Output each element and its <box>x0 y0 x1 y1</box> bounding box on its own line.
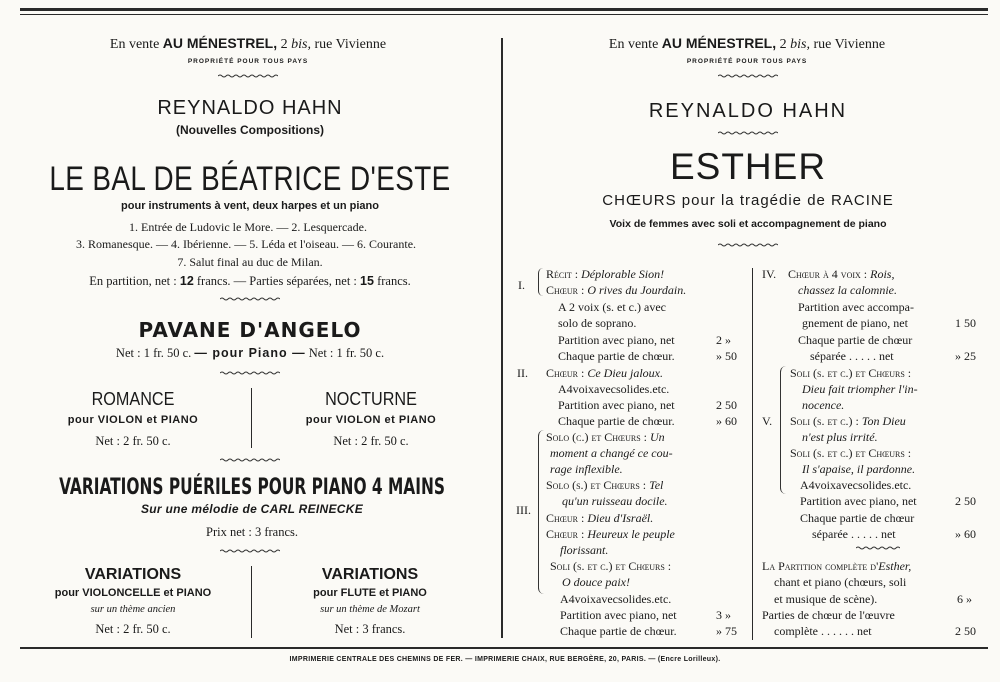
romance-sub: pour VIOLON et PIANO <box>67 414 199 426</box>
top-rule-thick <box>20 8 988 11</box>
left-composer: REYNALDO HAHN <box>157 97 343 119</box>
part5-value: 2 50 <box>955 494 976 508</box>
lp1-esther: Esther, <box>878 559 912 573</box>
lp3: et musique de scène). <box>774 592 878 606</box>
bal-prices <box>89 274 410 289</box>
left-ornament-3 <box>220 371 280 375</box>
col2-soli1: Soli (s. et c.) et Chœurs : <box>790 366 912 380</box>
florissant: florissant. <box>560 543 609 557</box>
var2-sub: pour FLUTE et PIANO <box>313 587 427 599</box>
pavane-piano: — pour Piano — <box>194 346 306 360</box>
pavane-price-a: 1 fr. 50 c. <box>143 346 192 360</box>
left-ornament-2 <box>220 297 280 301</box>
choeur3-text: Dieu d'Israël. <box>587 511 654 525</box>
col2-choeur-label: Chœur à 4 voix : <box>788 267 868 281</box>
choeur4-text: Heureux le peuple <box>587 527 675 541</box>
column-divider <box>501 38 503 638</box>
chaque1: Chaque partie de chœur. <box>558 349 675 363</box>
col2-a4voix: A4voixavecsolides.etc. <box>800 478 912 492</box>
bal-line-1: 1. Entrée de Ludovic le More. — 2. Lesquercade. <box>129 220 367 234</box>
gnement: gnement de piano, net <box>802 316 908 330</box>
var2-price: 3 francs. <box>362 622 406 636</box>
solo-soprano: solo de soprano. <box>558 316 637 330</box>
part-acc: Partition avec accompa- <box>798 300 914 314</box>
left-vente-line <box>110 35 386 53</box>
variations-title-wrap <box>59 475 445 500</box>
r-vente-pre: En vente <box>608 37 659 52</box>
a2voix: A 2 voix (s. et c.) avec <box>558 300 666 314</box>
var1-price-line <box>95 622 170 637</box>
solo-s-label: Solo (s.) et Chœurs : <box>546 478 647 492</box>
vente-street: rue Vivienne <box>314 37 387 52</box>
romance-price: 2 fr. 50 c. <box>123 434 171 448</box>
right-ornament-2 <box>718 131 778 135</box>
col2-separee-value: » 25 <box>955 349 976 363</box>
solo-s-text: Tel <box>649 478 664 492</box>
choeur2-label: Chœur : <box>546 366 585 380</box>
chaque2-value: » 60 <box>716 414 737 428</box>
bal-title-wrap <box>49 160 450 199</box>
col2-separee: séparée . . . . . net <box>810 349 894 363</box>
var2-price-line <box>335 622 406 637</box>
bal-price-value-b: 15 <box>360 274 374 288</box>
gnement-value: 1 50 <box>955 316 976 330</box>
col2-choeur-line <box>788 267 894 283</box>
romance-price-line <box>95 434 170 449</box>
num-I: I. <box>518 278 525 292</box>
chaque1-value: » 50 <box>716 349 737 363</box>
part3: Partition avec piano, net <box>560 608 677 622</box>
col2-soli2-line <box>790 414 906 430</box>
pavane-prices <box>116 346 384 361</box>
part2: Partition avec piano, net <box>558 398 675 412</box>
choeur2-text: Ce Dieu jaloux. <box>587 366 663 380</box>
var1-title: VARIATIONS <box>84 566 182 583</box>
col2-chaque: Chaque partie de chœur <box>798 333 913 347</box>
choeur1-line <box>546 283 686 299</box>
choeur2-line <box>546 366 663 382</box>
sapaise: Il s'apaise, il pardonne. <box>802 462 916 476</box>
choeur4-label: Chœur : <box>546 527 585 541</box>
var1-sub: pour VIOLONCELLE et PIANO <box>54 587 212 599</box>
col2-ornament <box>856 546 900 550</box>
choeur1-text: O rives du Jourdain. <box>587 283 687 297</box>
right-composer: REYNALDO HAHN <box>648 100 848 122</box>
bal-line-3: 7. Salut final au duc de Milan. <box>177 255 323 269</box>
bal-line-2: 3. Romanesque. — 4. Ibérienne. — 5. Léda et l'oiseau. — 6. Courante. <box>75 237 417 251</box>
rage: rage inflexible. <box>550 462 623 476</box>
left-ornament-1 <box>218 74 278 78</box>
esther-col-divider <box>752 268 753 640</box>
part1: Partition avec piano, net <box>558 333 675 347</box>
vente-pre: En vente <box>109 37 160 52</box>
separee5: séparée . . . . . net <box>812 527 896 541</box>
col2-soli2-text: Ton Dieu <box>861 414 906 428</box>
num-II: II. <box>517 366 528 380</box>
choeur4-line <box>546 527 675 543</box>
bal-instruments: pour instruments à vent, deux harpes et un piano <box>121 200 379 212</box>
var2-net: Net : <box>334 622 360 636</box>
recit-line <box>546 267 664 283</box>
choeur3-label: Chœur : <box>546 511 585 525</box>
num-IV: IV. <box>762 267 777 281</box>
num-V: V. <box>762 414 773 428</box>
brace-III <box>538 430 544 594</box>
r-vente-street: rue Vivienne <box>813 37 886 52</box>
pavane-net-a: Net : <box>115 346 141 360</box>
top-rule-thin <box>20 14 988 15</box>
solo-s-line <box>546 478 663 494</box>
moment: moment a changé ce cou- <box>550 446 673 460</box>
chassez: chassez la calomnie. <box>798 283 897 297</box>
bal-price-label-b: francs. — Parties séparées, net : <box>196 274 357 288</box>
soli3-line: Soli (s. et c.) et Chœurs : <box>550 559 672 573</box>
pavane-net-b: Net : <box>308 346 334 360</box>
nocturne-price: 2 fr. 50 c. <box>361 434 409 448</box>
romance-divider <box>251 388 252 448</box>
col2-soli2-label: Soli (s. et c.) : <box>790 414 859 428</box>
pavane-price-b: 1 fr. 50 c. <box>336 346 385 360</box>
brace-V <box>780 366 786 494</box>
r-vente-num: 2 <box>779 37 787 52</box>
brace-I <box>538 268 543 296</box>
romance-net: Net : <box>95 434 120 448</box>
lp5-value: 2 50 <box>955 624 976 638</box>
a4voix3: A4voixavecsolides.etc. <box>560 592 672 606</box>
right-ornament-3 <box>718 243 778 247</box>
bal-price-value-a: 12 <box>179 274 194 288</box>
a4voix1: A4voixavecsolides.etc. <box>558 382 670 396</box>
esther-title: ESTHER <box>669 146 827 187</box>
right-propriete: PROPRIÉTÉ POUR TOUS PAYS <box>686 58 808 65</box>
lp4: Parties de chœur de l'œuvre <box>762 608 895 622</box>
chaque3: Chaque partie de chœur. <box>560 624 677 638</box>
left-ornament-5 <box>220 549 280 553</box>
part5: Partition avec piano, net <box>800 494 917 508</box>
nocence: nocence. <box>802 398 845 412</box>
recit-text: Déplorable Sion! <box>581 267 665 281</box>
r-vente-bis: bis, <box>790 37 810 52</box>
col2-soli3: Soli (s. et c.) et Chœurs : <box>790 446 912 460</box>
dieu: Dieu fait triompher l'in- <box>802 382 918 396</box>
lp5: complète . . . . . . net <box>774 624 872 638</box>
chaque3-value: » 75 <box>716 624 737 638</box>
chaque5: Chaque partie de chœur <box>800 511 915 525</box>
solo-c-line <box>546 430 665 446</box>
r-vente-name: AU MÉNESTREL, <box>661 35 777 51</box>
recit-label: Récit : <box>546 267 579 281</box>
lp1 <box>762 559 911 575</box>
variations-title: VARIATIONS PUÉRILES POUR PIANO 4 MAINS <box>59 475 445 500</box>
part2-value: 2 50 <box>716 398 737 412</box>
lp3-value: 6 » <box>957 592 972 606</box>
var1-theme: sur un thème ancien <box>90 604 176 615</box>
variations-prix: Prix net : 3 francs. <box>206 525 298 539</box>
nest: n'est plus irrité. <box>802 430 878 444</box>
var2-theme: sur un thème de Mozart <box>320 604 420 615</box>
lp2: chant et piano (chœurs, soli <box>774 575 907 589</box>
imprint-footer: IMPRIMERIE CENTRALE DES CHEMINS DE FER. — IMPRIMERIE CHAIX, RUE BERGÈRE, 20, PARIS. — (Encre Lorilleux). <box>289 656 721 663</box>
col2-choeur-text: Rois, <box>870 267 895 281</box>
nocturne-price-line <box>333 434 408 449</box>
pavane-title: PAVANE D'ANGELO <box>138 318 362 342</box>
nocturne-sub: pour VIOLON et PIANO <box>305 414 437 426</box>
left-propriete: PROPRIÉTÉ POUR TOUS PAYS <box>187 58 309 65</box>
variations-sub: Sur une mélodie de CARL REINECKE <box>140 502 364 516</box>
vente-name: AU MÉNESTREL, <box>162 35 278 51</box>
num-III: III. <box>516 503 531 517</box>
esther-choeurs: CHŒURS pour la tragédie de RACINE <box>602 192 894 209</box>
nocturne-title: NOCTURNE <box>325 389 417 409</box>
douce: O douce paix! <box>562 575 630 589</box>
choeur3-line <box>546 511 653 527</box>
part3-value: 3 » <box>716 608 731 622</box>
vente-bis: bis, <box>291 37 311 52</box>
chaque2: Chaque partie de chœur. <box>558 414 675 428</box>
solo-c-label: Solo (c.) et Chœurs : <box>546 430 648 444</box>
separee5-value: » 60 <box>955 527 976 541</box>
left-subtitle: (Nouvelles Compositions) <box>175 123 325 137</box>
romance-title: ROMANCE <box>91 389 175 409</box>
bal-price-label-a: En partition, net : <box>89 274 177 288</box>
vente-num: 2 <box>280 37 288 52</box>
choeur1-label: Chœur : <box>546 283 585 297</box>
esther-voix: Voix de femmes avec soli et accompagnement de piano <box>609 218 887 230</box>
var1-price: 2 fr. 50 c. <box>123 622 171 636</box>
right-vente-line <box>609 35 885 53</box>
lp1-label: La Partition complète d' <box>762 559 879 573</box>
quun: qu'un ruisseau docile. <box>562 494 668 508</box>
solo-c-text: Un <box>650 430 665 444</box>
right-ornament-1 <box>718 74 778 78</box>
part1-value: 2 » <box>716 333 731 347</box>
left-ornament-4 <box>220 458 280 462</box>
var1-net: Net : <box>95 622 120 636</box>
var-divider <box>251 566 252 638</box>
bal-title: LE BAL DE BÉATRICE D'ESTE <box>49 160 451 198</box>
bottom-rule <box>20 647 988 649</box>
bal-price-unit: francs. <box>377 274 411 288</box>
var2-title: VARIATIONS <box>321 566 419 583</box>
nocturne-net: Net : <box>333 434 358 448</box>
